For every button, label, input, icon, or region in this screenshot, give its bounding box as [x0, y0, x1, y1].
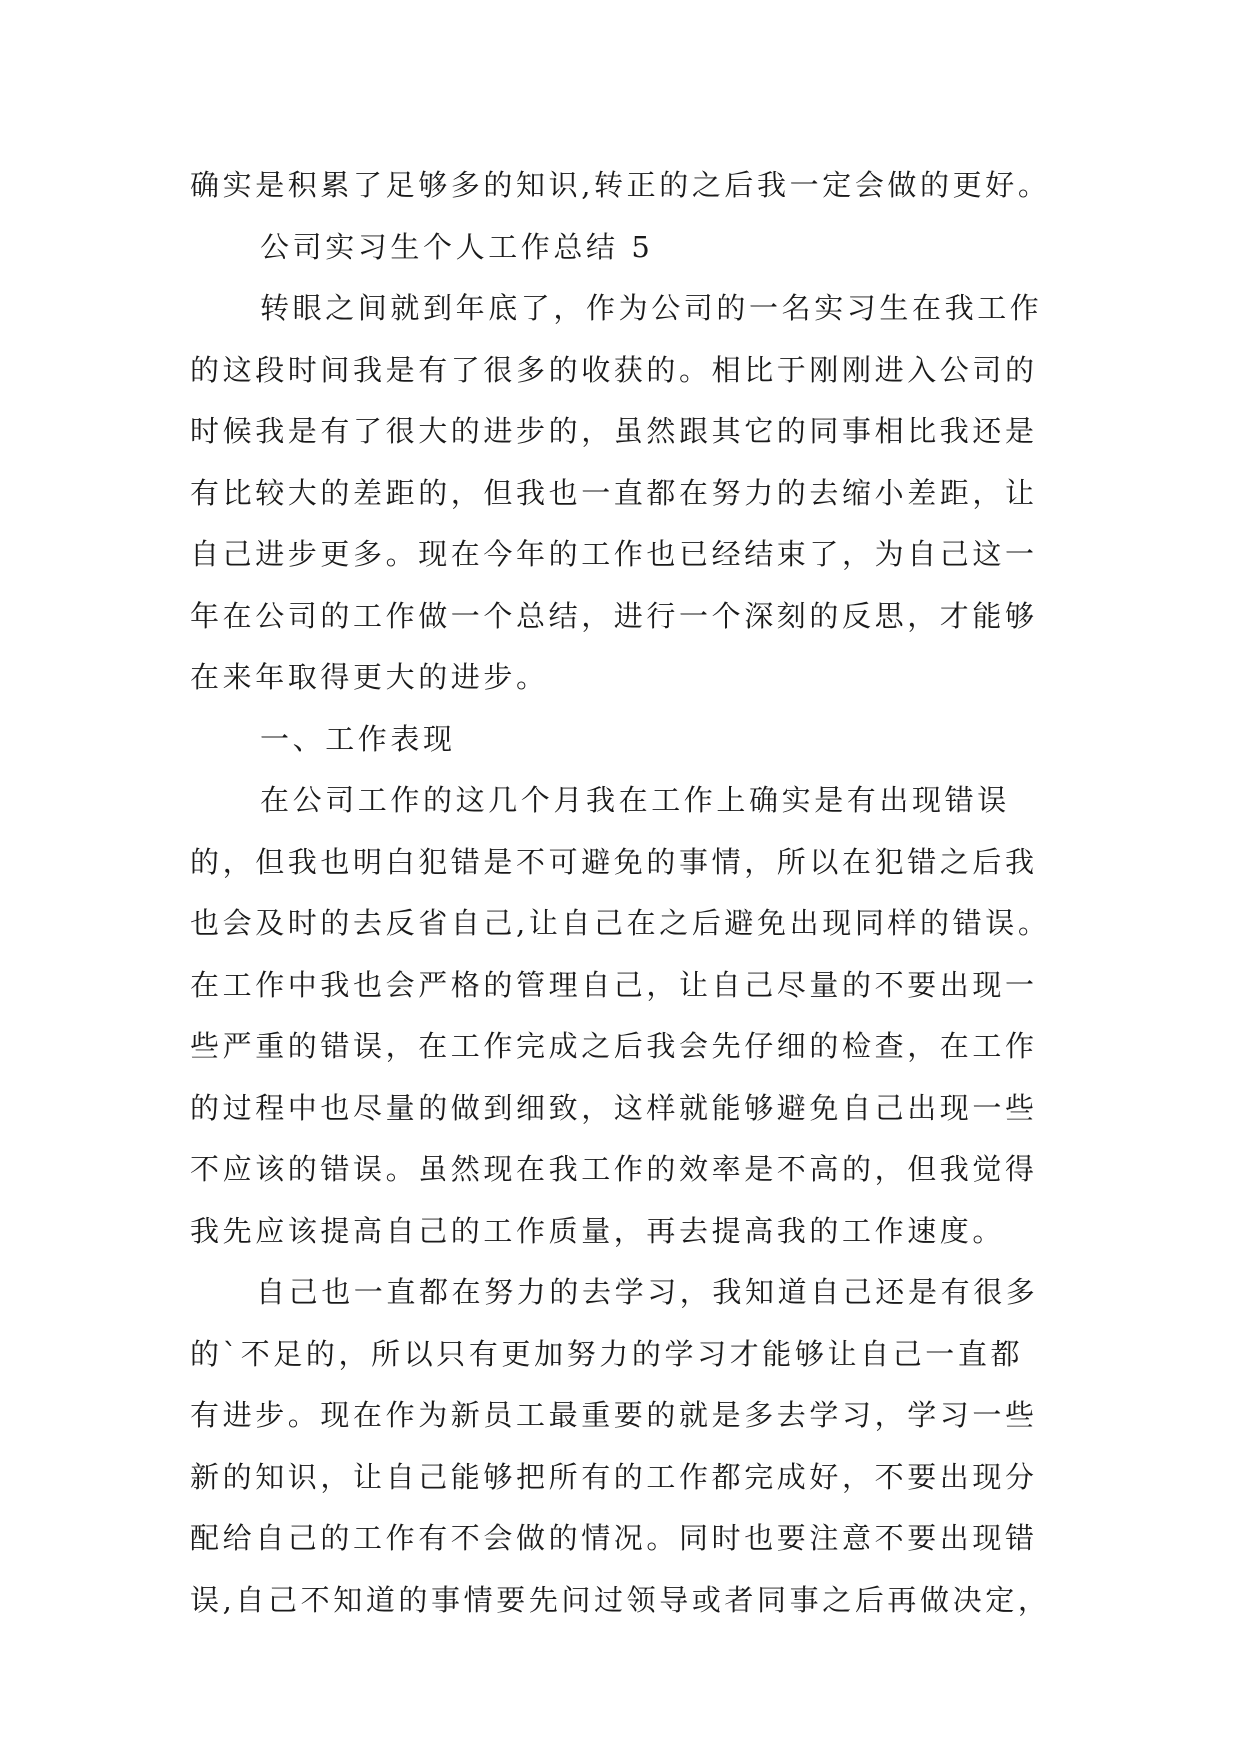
text-line: 不应该的错误。虽然现在我工作的效率是不高的，但我觉得 [190, 1152, 1038, 1186]
text-line: 年在公司的工作做一个总结，进行一个深刻的反思，才能够 [190, 598, 1038, 633]
section-title: 公司实习生个人工作总结 5 [260, 229, 654, 264]
text-line: 时候我是有了很大的进步的，虽然跟其它的同事相比我还是 [190, 414, 1038, 448]
text-line: 些严重的错误，在工作完成之后我会先仔细的检查，在工作 [190, 1029, 1038, 1063]
section-heading: 一、工作表现 [260, 721, 456, 756]
text-line: 也会及时的去反省自己,让自己在之后避免出现同样的错误。 [190, 906, 1051, 940]
text-line: 配给自己的工作有不会做的情况。同时也要注意不要出现错 [190, 1521, 1038, 1555]
text-line: 在工作中我也会严格的管理自己，让自己尽量的不要出现一 [190, 967, 1038, 1002]
text-line: 自己进步更多。现在今年的工作也已经结束了，为自己这一 [190, 537, 1038, 571]
document-body [190, 155, 1090, 1631]
text-line: 在公司工作的这几个月我在工作上确实是有出现错误 [260, 783, 1010, 817]
text-line: 的这段时间我是有了很多的收获的。相比于刚刚进入公司的 [190, 352, 1038, 387]
text-line: 有进步。现在作为新员工最重要的就是多去学习，学习一些 [190, 1398, 1038, 1432]
text-line: 误,自己不知道的事情要先问过领导或者同事之后再做决定， [190, 1582, 1051, 1617]
text-line: 确实是积累了足够多的知识,转正的之后我一定会做的更好。 [190, 168, 1051, 202]
text-line: 我先应该提高自己的工作质量，再去提高我的工作速度。 [190, 1213, 1006, 1248]
text-line: 转眼之间就到年底了，作为公司的一名实习生在我工作 [260, 291, 1043, 325]
text-line: 在来年取得更大的进步。 [190, 660, 549, 694]
text-line: 的，但我也明白犯错是不可避免的事情，所以在犯错之后我 [190, 844, 1038, 879]
text-line: 自己也一直都在努力的去学习，我知道自己还是有很多 [256, 1275, 1039, 1309]
text-line: 的`不足的，所以只有更加努力的学习才能够让自己一直都 [190, 1336, 1024, 1371]
text-line: 有比较大的差距的，但我也一直都在努力的去缩小差距，让 [190, 475, 1038, 510]
text-line: 新的知识，让自己能够把所有的工作都完成好，不要出现分 [190, 1459, 1038, 1494]
text-line: 的过程中也尽量的做到细致，这样就能够避免自己出现一些 [190, 1090, 1038, 1125]
